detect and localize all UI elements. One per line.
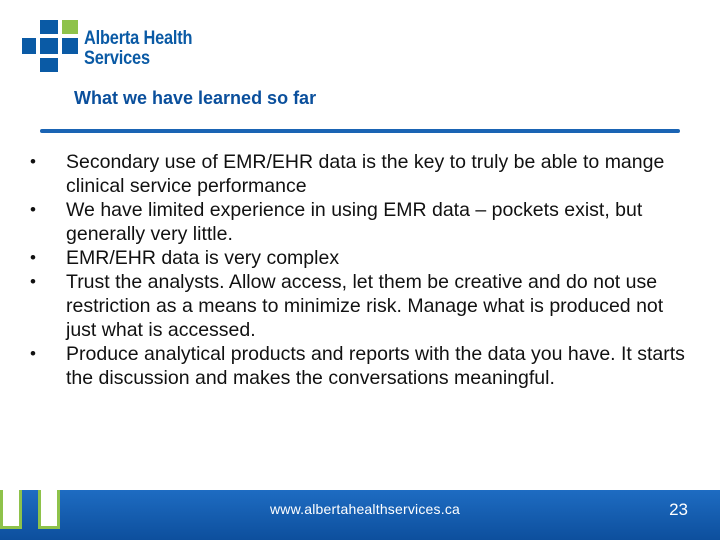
bullet-item: • Secondary use of EMR/EHR data is the key to truly be able to mange clinical service performance — [30, 150, 690, 198]
ahs-logo-text — [84, 29, 192, 69]
footer-accent-right — [38, 490, 60, 529]
title-divider — [40, 129, 680, 133]
page-number: 23 — [669, 500, 688, 519]
slide-title: What we have learned so far — [74, 88, 317, 108]
logo-line-1: Alberta Health — [84, 28, 193, 49]
logo-line-2: Services — [84, 48, 150, 69]
ahs-cross-icon — [22, 20, 78, 72]
bullet-item: • Trust the analysts. Allow access, let them be creative and do not use restriction as a means to minimize risk. Manage what is produced not just what is accessed. — [30, 270, 690, 342]
bullet-list — [30, 150, 690, 390]
bullet-item: • We have limited experience in using EMR data – pockets exist, but generally very little. — [30, 198, 690, 246]
bullet-item: • EMR/EHR data is very complex — [30, 246, 690, 270]
footer-accent-left — [0, 490, 22, 529]
bullet-item: • Produce analytical products and reports with the data you have. It starts the discussion and makes the conversations meaningful. — [30, 342, 690, 390]
footer-bar — [0, 490, 720, 540]
footer-url: www.albertahealthservices.ca — [270, 501, 461, 517]
ahs-logo — [22, 20, 222, 72]
